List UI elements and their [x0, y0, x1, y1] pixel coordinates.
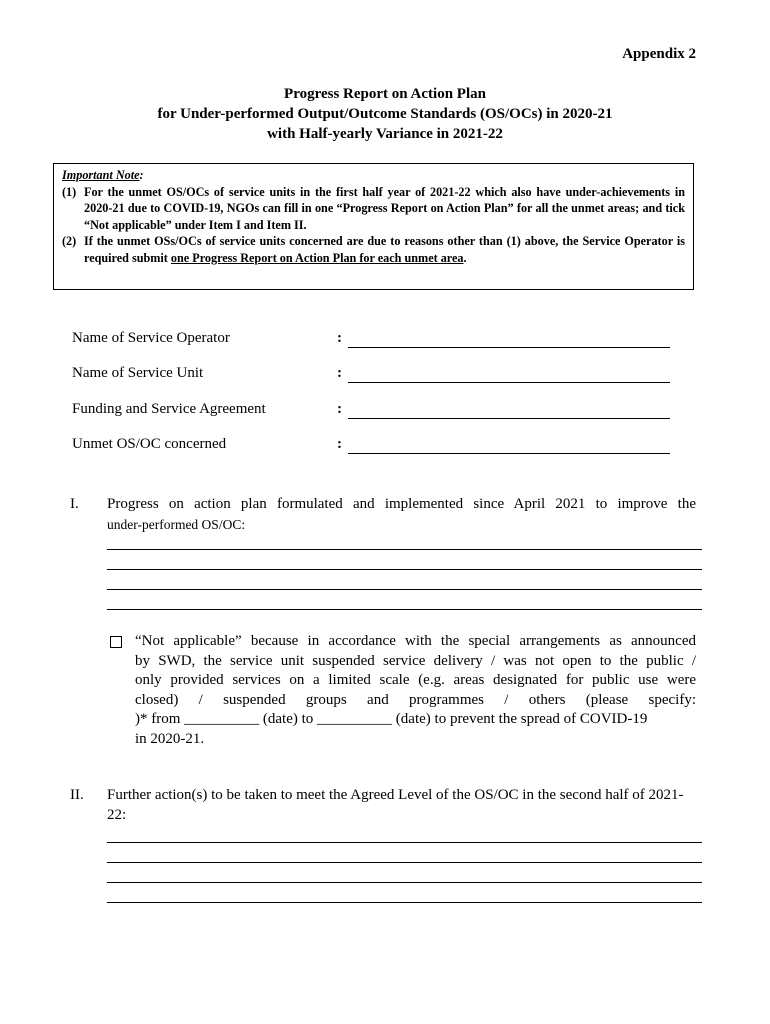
to-date-blank[interactable]: __________ — [317, 711, 393, 727]
date-suffix: (date) to prevent the spread of COVID-19 — [392, 711, 648, 727]
section-ii-answer-line[interactable] — [107, 882, 702, 883]
date-mid: (date) to — [259, 711, 318, 727]
section-text-line-1: Progress on action plan formulated and implemented since April 2021 to improve the — [107, 496, 696, 512]
section-i-answer-line[interactable] — [107, 569, 702, 570]
field-label: Funding and Service Agreement — [72, 401, 266, 417]
note-item-number: (2) — [62, 234, 77, 248]
section-text: Further action(s) to be taken to meet the Agreed Level of the OS/OC in the second half of 2021-22: — [107, 787, 684, 823]
note-item-text-end: . — [463, 250, 467, 265]
field-colon: : — [337, 330, 342, 346]
field-funding-agreement — [72, 401, 672, 423]
field-label: Unmet OS/OC concerned — [72, 436, 227, 452]
not-applicable-option — [108, 632, 696, 749]
checkbox-text-line: “Not applicable” because in accordance with the special arrangements as announced — [135, 633, 696, 649]
field-colon: : — [337, 436, 342, 452]
section-i-answer-line[interactable] — [107, 549, 702, 550]
title-line-2: for Under-performed Output/Outcome Standards (OS/OCs) in 2020-21 — [157, 106, 613, 122]
section-ii-answer-line[interactable] — [107, 862, 702, 863]
note-item-1 — [62, 184, 685, 234]
section-ii — [70, 786, 696, 825]
section-i-answer-line[interactable] — [107, 589, 702, 590]
note-heading-colon: : — [139, 168, 144, 182]
not-applicable-checkbox[interactable] — [110, 636, 122, 648]
section-number: II. — [70, 787, 84, 803]
checkbox-text-line: only provided services on a limited scale (e.g. areas designated for public use were — [135, 672, 696, 688]
date-prefix: )* from — [135, 711, 185, 727]
not-applicable-text — [135, 632, 696, 749]
funding-agreement-input-line[interactable] — [348, 418, 670, 419]
section-number: I. — [70, 496, 79, 512]
field-label: Name of Service Unit — [72, 365, 204, 381]
note-item-number: (1) — [62, 184, 77, 199]
field-unmet-osoc — [72, 436, 672, 458]
document-title — [0, 84, 770, 144]
note-item-text — [84, 233, 685, 266]
appendix-label: Appendix 2 — [622, 46, 696, 62]
field-service-unit — [72, 365, 672, 387]
section-i-answer-line[interactable] — [107, 609, 702, 610]
checkbox-text-line: by SWD, the service unit suspended service delivery / was not open to the public / — [135, 652, 696, 669]
note-item-underlined-text: one Progress Report on Action Plan for each unmet area — [170, 250, 464, 265]
note-item-2 — [62, 233, 685, 266]
section-text-line-2: under-performed OS/OC: — [107, 516, 246, 532]
checkbox-text-line: in 2020-21. — [135, 730, 205, 747]
service-operator-input-line[interactable] — [348, 347, 670, 348]
section-ii-answer-line[interactable] — [107, 842, 702, 843]
field-colon: : — [337, 401, 342, 417]
service-unit-input-line[interactable] — [348, 382, 670, 383]
field-label: Name of Service Operator — [72, 330, 230, 346]
title-line-1: Progress Report on Action Plan — [284, 86, 486, 102]
field-colon: : — [337, 365, 342, 381]
section-text — [107, 495, 696, 534]
checkbox-text-line-dates — [135, 710, 696, 730]
title-line-3: with Half-yearly Variance in 2021-22 — [267, 126, 503, 142]
unmet-osoc-input-line[interactable] — [348, 453, 670, 454]
field-service-operator — [72, 330, 672, 352]
section-i — [70, 495, 696, 534]
note-item-text: For the unmet OS/OCs of service units in the first half year of 2021-22 which also have under-achievements in 2020-21 due to COVID-19, NGOs can fill in one “Progress Report on Action Plan” for all the unmet areas; and tick “Not applicable” under Item I and Item II. — [84, 184, 685, 232]
note-item-text-part: If the unmet OSs/OCs of service units concerned are due to reasons other than (1) above, the Service Operator is required submit — [84, 234, 685, 265]
note-heading-row — [62, 167, 685, 184]
checkbox-text-line: closed) / suspended groups and programmes / others (please specify: — [135, 691, 696, 708]
important-note-box — [53, 163, 694, 290]
note-heading: Important Note — [62, 168, 140, 182]
from-date-blank[interactable]: __________ — [184, 711, 260, 727]
section-ii-answer-line[interactable] — [107, 902, 702, 903]
